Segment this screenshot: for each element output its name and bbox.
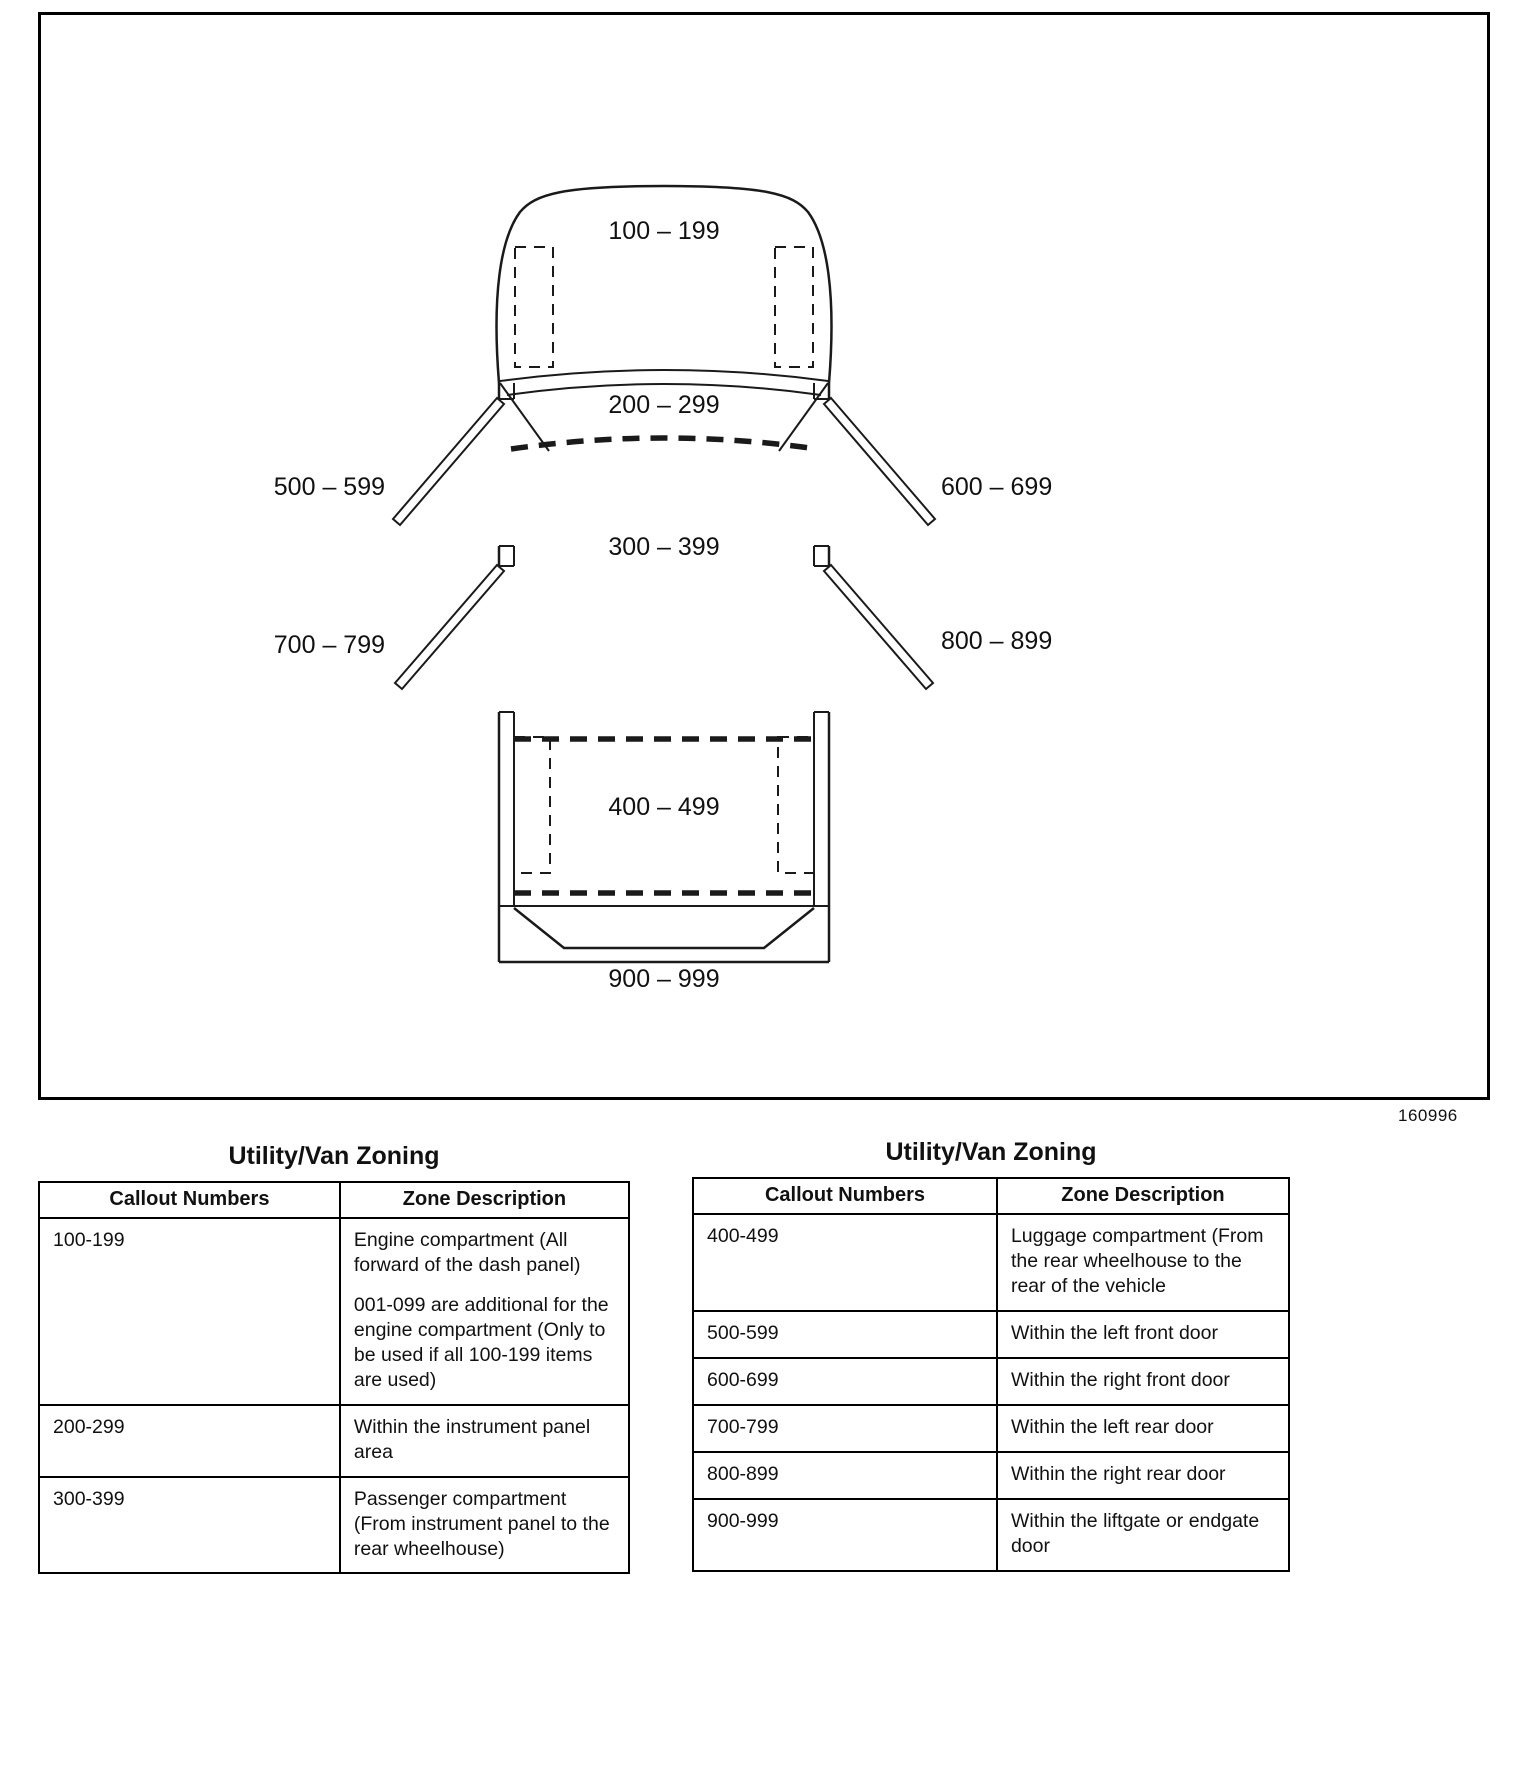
callout-cell: 600-699 — [693, 1358, 997, 1405]
table-title: Utility/Van Zoning — [228, 1142, 440, 1170]
figure-frame — [38, 12, 1490, 1100]
vehicle-outline — [393, 186, 935, 962]
table-header-row — [39, 1182, 629, 1218]
callout-numbers-header: Callout Numbers — [39, 1182, 340, 1218]
zone-description-paragraph: Passenger compartment (From instrument panel to the rear wheelhouse) — [353, 1487, 610, 1560]
zone-description-paragraph: Within the left front door — [1010, 1321, 1218, 1344]
zoning-table — [692, 1177, 1290, 1572]
table-row — [693, 1311, 1289, 1358]
vehicle-zoning-diagram — [41, 15, 1487, 1097]
callout-cell: 500-599 — [693, 1311, 997, 1358]
callout-cell: 200-299 — [39, 1405, 340, 1477]
table-row — [693, 1452, 1289, 1499]
table-row — [39, 1477, 629, 1574]
zone-description-cell — [997, 1214, 1289, 1311]
zone-description-paragraph: Luggage compartment (From the rear wheelhouse to the rear of the vehicle — [1010, 1225, 1264, 1297]
zone-description-cell — [997, 1499, 1289, 1571]
right-front-door-zone-label: 600 – 699 — [941, 473, 1053, 501]
zone-description-paragraph: Engine compartment (All forward of the dash panel) — [353, 1229, 581, 1276]
front-right-dashed-zone — [775, 247, 813, 367]
cowl-line-outer — [500, 370, 828, 381]
rear-endgate — [499, 906, 829, 962]
callout-cell: 700-799 — [693, 1405, 997, 1452]
rear-zone-label: 900 – 999 — [608, 965, 720, 993]
right-rear-door-zone-label: 800 – 899 — [941, 627, 1053, 655]
zone-description-header: Zone Description — [340, 1182, 629, 1218]
table-row — [693, 1499, 1289, 1571]
table-row — [39, 1405, 629, 1477]
table-row — [39, 1218, 629, 1405]
left-wheelhouse-dashed-zone — [514, 737, 550, 873]
zone-description-cell — [997, 1452, 1289, 1499]
front-left-dashed-zone — [515, 247, 553, 367]
right-front-door — [824, 398, 935, 525]
callout-cell: 400-499 — [693, 1214, 997, 1311]
callout-numbers-header: Callout Numbers — [693, 1178, 997, 1214]
zone-description-cell — [997, 1405, 1289, 1452]
instrument-panel-zone-label: 200 – 299 — [608, 391, 720, 419]
right-rear-door — [824, 565, 933, 689]
figure-number: 160996 — [1398, 1106, 1458, 1125]
callout-cell: 800-899 — [693, 1452, 997, 1499]
zone-description-paragraph: 001-099 are additional for the engine compartment (Only to be used if all 100-199 items are used) — [353, 1293, 609, 1391]
zone-description-cell — [340, 1477, 629, 1574]
left-front-door-zone-label: 500 – 599 — [273, 473, 385, 501]
left-rear-door-zone-label: 700 – 799 — [273, 631, 385, 659]
table-title: Utility/Van Zoning — [885, 1138, 1097, 1166]
table-header-row — [693, 1178, 1289, 1214]
left-front-door — [393, 398, 504, 525]
zone-description-cell — [997, 1358, 1289, 1405]
table-row — [693, 1214, 1289, 1311]
zone-description-paragraph: Within the right front door — [1010, 1368, 1230, 1391]
table-row — [693, 1358, 1289, 1405]
right-wheelhouse-dashed-zone — [778, 737, 814, 873]
front-zone-label: 100 – 199 — [608, 217, 720, 245]
table-row — [693, 1405, 1289, 1452]
right-side-structure — [814, 383, 829, 962]
callout-cell: 100-199 — [39, 1218, 340, 1405]
zone-description-cell — [340, 1218, 629, 1405]
callout-cell: 300-399 — [39, 1477, 340, 1574]
zoning-table — [38, 1181, 630, 1574]
zone-description-paragraph: Within the right rear door — [1010, 1462, 1226, 1485]
zone-description-cell — [340, 1405, 629, 1477]
front-body-outline — [497, 186, 832, 383]
zone-description-paragraph: Within the instrument panel area — [353, 1415, 591, 1463]
luggage-zone-label: 400 – 499 — [608, 793, 720, 821]
zone-description-header: Zone Description — [997, 1178, 1289, 1214]
left-rear-door — [395, 565, 504, 689]
zoning-table-left — [38, 1142, 630, 1574]
zone-description-paragraph: Within the left rear door — [1010, 1415, 1214, 1438]
zone-description-paragraph: Within the liftgate or endgate door — [1010, 1509, 1260, 1557]
callout-cell: 900-999 — [693, 1499, 997, 1571]
passenger-zone-label: 300 – 399 — [608, 533, 720, 561]
zone-description-cell — [997, 1311, 1289, 1358]
zoning-table-right — [692, 1138, 1290, 1572]
instrument-panel-dashed-boundary — [511, 438, 817, 449]
left-side-structure — [499, 383, 514, 962]
